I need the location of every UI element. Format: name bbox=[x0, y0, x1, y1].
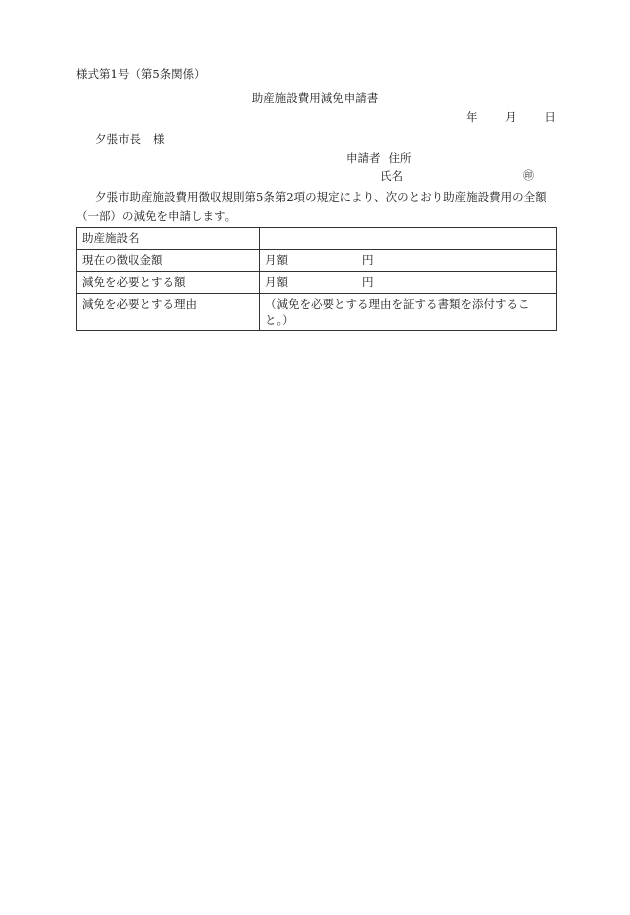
table-row bbox=[77, 272, 557, 294]
current-amount-prefix: 月額 bbox=[265, 253, 288, 267]
addressee-honorific: 様 bbox=[153, 132, 165, 146]
applicant-address-line bbox=[346, 150, 412, 166]
name-label: 氏名 bbox=[380, 169, 403, 183]
date-day: 日 bbox=[544, 110, 556, 124]
document-title: 助産施設費用減免申請書 bbox=[251, 91, 379, 105]
current-amount-label: 現在の徴収金額 bbox=[77, 250, 260, 272]
reason-note: （減免を必要とする理由を証する書類を添付すること。） bbox=[265, 297, 530, 327]
reason-label: 減免を必要とする理由 bbox=[77, 294, 260, 331]
requested-amount-unit: 円 bbox=[362, 275, 374, 289]
current-amount-unit: 円 bbox=[362, 253, 374, 267]
address-label: 住所 bbox=[388, 151, 412, 165]
date-year: 年 bbox=[466, 110, 478, 124]
form-number: 様式第1号（第5条関係） bbox=[76, 67, 206, 81]
requested-amount-label: 減免を必要とする額 bbox=[77, 272, 260, 294]
table-row bbox=[77, 294, 557, 331]
table-row bbox=[77, 250, 557, 272]
reason-field[interactable] bbox=[260, 294, 557, 331]
current-amount-field[interactable] bbox=[260, 250, 557, 272]
facility-name-field[interactable] bbox=[260, 228, 557, 250]
application-table bbox=[76, 227, 557, 331]
addressee bbox=[95, 131, 165, 147]
date-month: 月 bbox=[505, 110, 517, 124]
application-statement: 夕張市助産施設費用徴収規則第5条第2項の規定により、次のとおり助産施設費用の全額（一部）の減免を申請します。 bbox=[76, 190, 547, 223]
requested-amount-field[interactable] bbox=[260, 272, 557, 294]
addressee-name: 夕張市長 bbox=[95, 132, 141, 146]
facility-name-label: 助産施設名 bbox=[77, 228, 260, 250]
requested-amount-prefix: 月額 bbox=[265, 275, 288, 289]
applicant-label: 申請者 bbox=[346, 151, 381, 165]
date-line bbox=[466, 109, 556, 125]
table-row bbox=[77, 228, 557, 250]
seal-mark: ㊞ bbox=[523, 169, 534, 182]
